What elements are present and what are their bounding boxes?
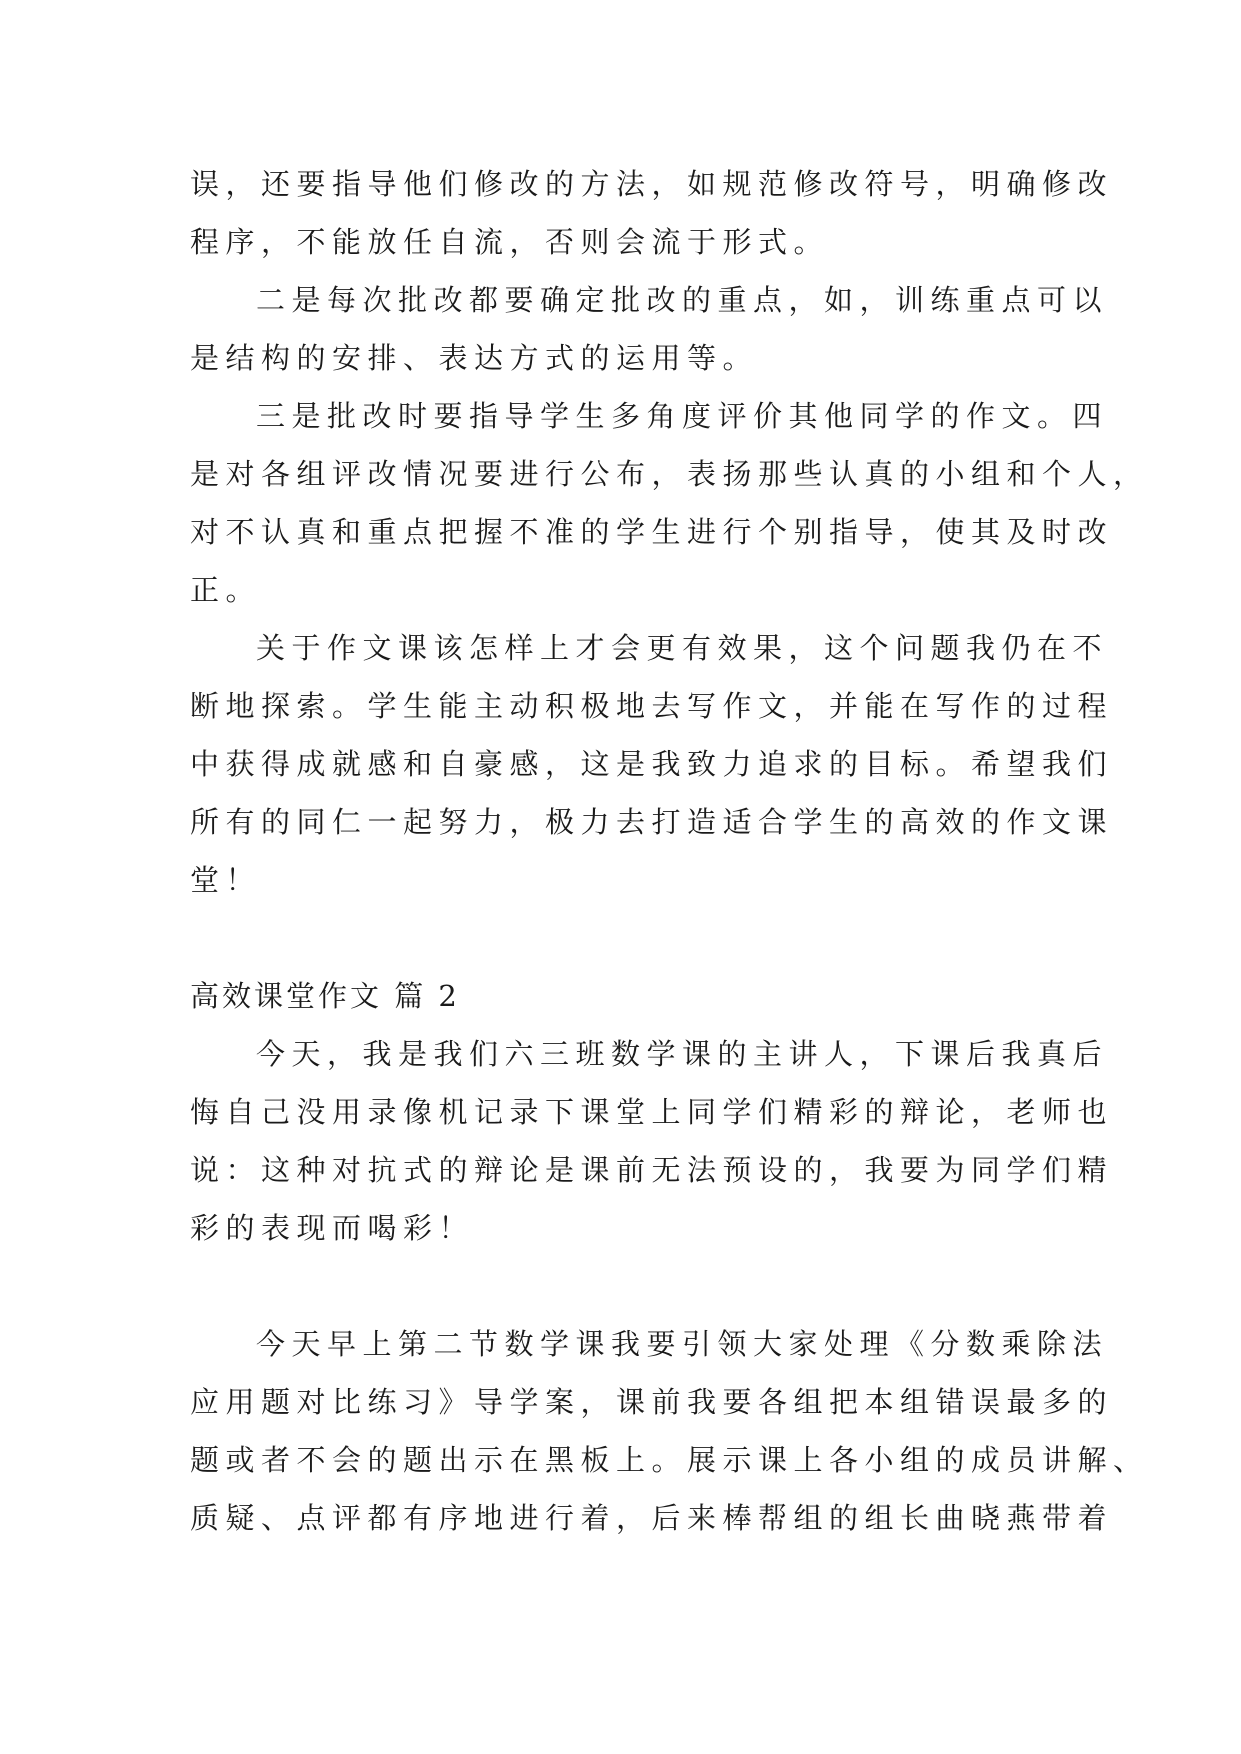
paragraph-line: 应用题对比练习》导学案，课前我要各组把本组错误最多的: [190, 1385, 1114, 1419]
paragraph-line: 三是批改时要指导学生多角度评价其他同学的作文。四: [256, 399, 1109, 433]
paragraph-line: 今天早上第二节数学课我要引领大家处理《分数乘除法: [256, 1327, 1109, 1361]
paragraph-line: 断地探索。学生能主动积极地去写作文，并能在写作的过程: [190, 689, 1114, 723]
paragraph-line: 是对各组评改情况要进行公布，表扬那些认真的小组和个人，: [190, 457, 1149, 491]
paragraph-line: 二是每次批改都要确定批改的重点，如，训练重点可以: [256, 283, 1109, 317]
paragraph-line: 悔自己没用录像机记录下课堂上同学们精彩的辩论，老师也: [190, 1095, 1114, 1129]
paragraph-line: 彩的表现而喝彩！: [190, 1211, 475, 1245]
paragraph-line: 对不认真和重点把握不准的学生进行个别指导，使其及时改: [190, 515, 1114, 549]
paragraph-line: 说：这种对抗式的辩论是课前无法预设的，我要为同学们精: [190, 1153, 1114, 1187]
section-heading: 高效课堂作文 篇 2: [190, 979, 460, 1013]
paragraph-line: 程序，不能放任自流，否则会流于形式。: [190, 225, 830, 259]
paragraph-line: 题或者不会的题出示在黑板上。展示课上各小组的成员讲解、: [190, 1443, 1149, 1477]
paragraph-line: 中获得成就感和自豪感，这是我致力追求的目标。希望我们: [190, 747, 1114, 781]
paragraph-line: 误，还要指导他们修改的方法，如规范修改符号，明确修改: [190, 167, 1114, 201]
paragraph-line: 今天，我是我们六三班数学课的主讲人，下课后我真后: [256, 1037, 1109, 1071]
paragraph-line: 关于作文课该怎样上才会更有效果，这个问题我仍在不: [256, 631, 1109, 665]
paragraph-line: 质疑、点评都有序地进行着，后来棒帮组的组长曲晓燕带着: [190, 1501, 1114, 1535]
paragraph-line: 堂！: [190, 863, 262, 897]
paragraph-line: 正。: [190, 573, 262, 607]
paragraph-line: 所有的同仁一起努力，极力去打造适合学生的高效的作文课: [190, 805, 1114, 839]
paragraph-line: 是结构的安排、表达方式的运用等。: [190, 341, 759, 375]
